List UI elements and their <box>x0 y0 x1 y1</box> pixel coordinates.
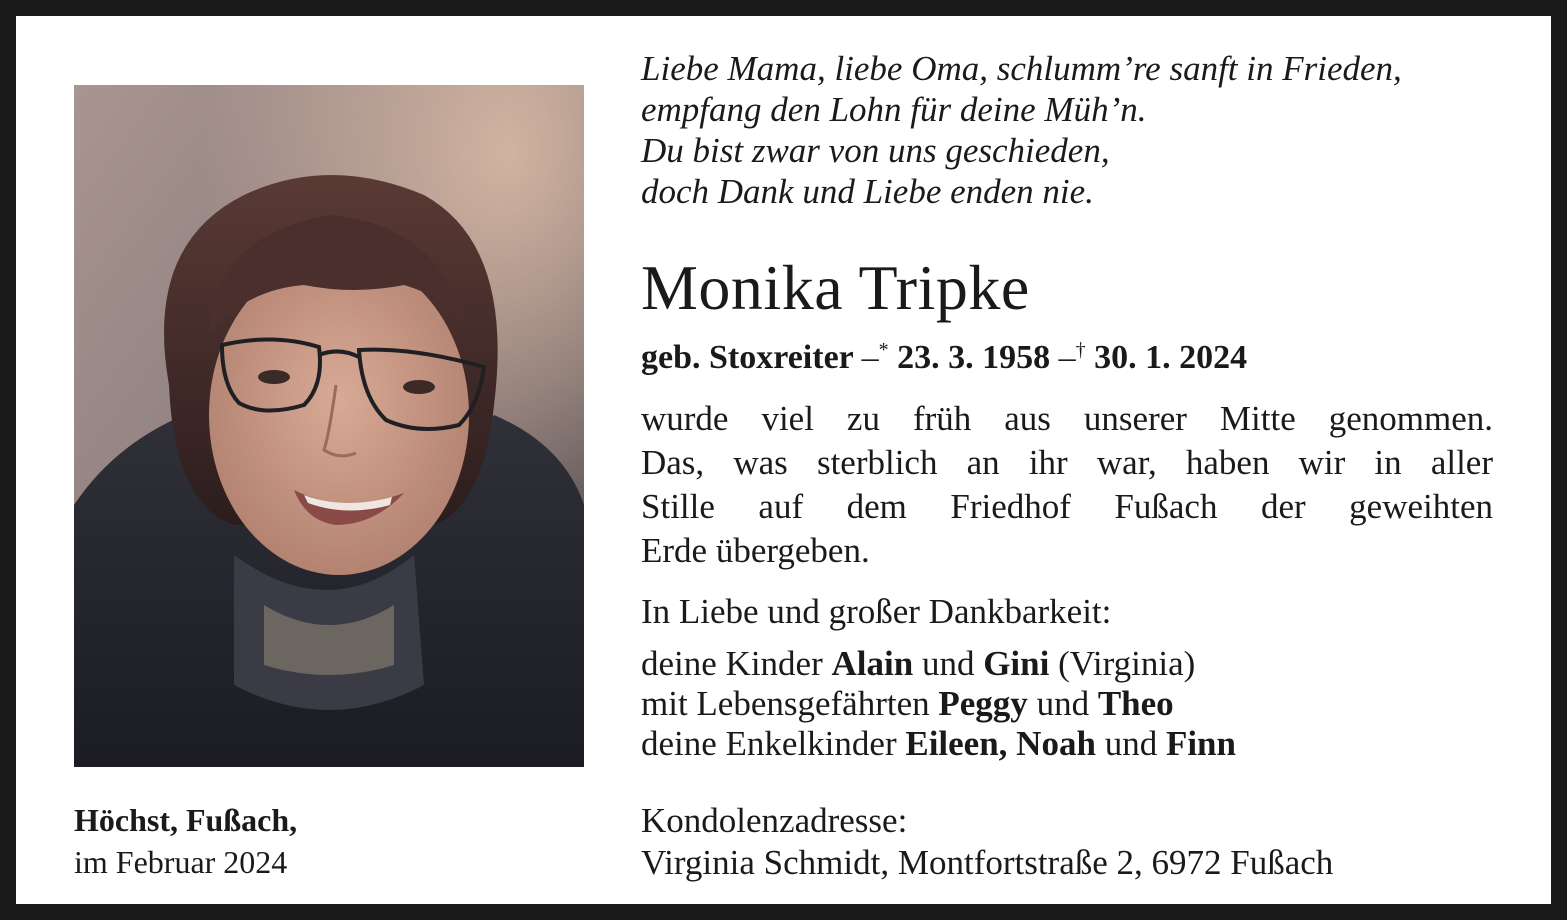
portrait-photo <box>74 85 584 767</box>
announcement-text <box>641 397 1493 573</box>
family-name: Alain <box>831 644 914 683</box>
poem-line: empfang den Lohn für deine Müh’n. <box>641 90 1147 129</box>
poem-line: Liebe Mama, liebe Oma, schlumm’re sanft in Frieden, <box>641 49 1402 88</box>
family-conjunction: und <box>913 644 984 683</box>
death-symbol: † <box>1075 339 1086 361</box>
family-row-grandchildren <box>641 724 1236 764</box>
family-name: Gini <box>983 644 1050 683</box>
place-date: im Februar 2024 <box>74 844 288 880</box>
poem-line: doch Dank und Liebe enden nie. <box>641 172 1094 211</box>
family-prefix: mit Lebensgefährten <box>641 684 939 723</box>
family-name: Finn <box>1165 724 1236 763</box>
family-prefix: deine Kinder <box>641 644 832 683</box>
announcement-line: Erde übergeben. <box>641 531 870 570</box>
birth-symbol: * <box>878 339 889 361</box>
deceased-name: Monika Tripke <box>641 252 1030 323</box>
family-name: Theo <box>1097 684 1174 723</box>
memorial-poem <box>641 48 1402 212</box>
family-row-partners <box>641 684 1236 724</box>
condolence-address: Virginia Schmidt, Montfortstraße 2, 6972 Fußach <box>641 843 1334 882</box>
life-dates <box>641 330 1247 378</box>
family-conjunction: und <box>1095 724 1166 763</box>
family-row-children <box>641 644 1236 684</box>
family-conjunction: und <box>1027 684 1098 723</box>
birth-date: 23. 3. 1958 <box>897 339 1051 376</box>
family-name: Peggy <box>938 684 1028 723</box>
family-prefix: deine Enkelkinder <box>641 724 906 763</box>
family-suffix: (Virginia) <box>1049 644 1196 683</box>
announcement-line: Stille auf dem Friedhof Fußach der geweihten <box>641 487 1493 526</box>
dash-separator: – <box>1058 339 1076 376</box>
family-list <box>641 644 1236 764</box>
gratitude-line: In Liebe und großer Dankbarkeit: <box>641 592 1112 631</box>
death-date: 30. 1. 2024 <box>1094 339 1248 376</box>
place-location: Höchst, Fußach, <box>74 802 298 838</box>
announcement-line: Das, was sterblich an ihr war, haben wir in aller <box>641 443 1493 482</box>
announcement-line: wurde viel zu früh aus unserer Mitte genommen. <box>641 399 1493 438</box>
dash-separator: – <box>861 339 879 376</box>
condolence-block <box>641 800 1333 884</box>
family-name: Eileen, Noah <box>905 724 1096 763</box>
maiden-name: geb. Stoxreiter <box>641 339 854 376</box>
condolence-label: Kondolenzadresse: <box>641 801 908 840</box>
poem-line: Du bist zwar von uns geschieden, <box>641 131 1110 170</box>
